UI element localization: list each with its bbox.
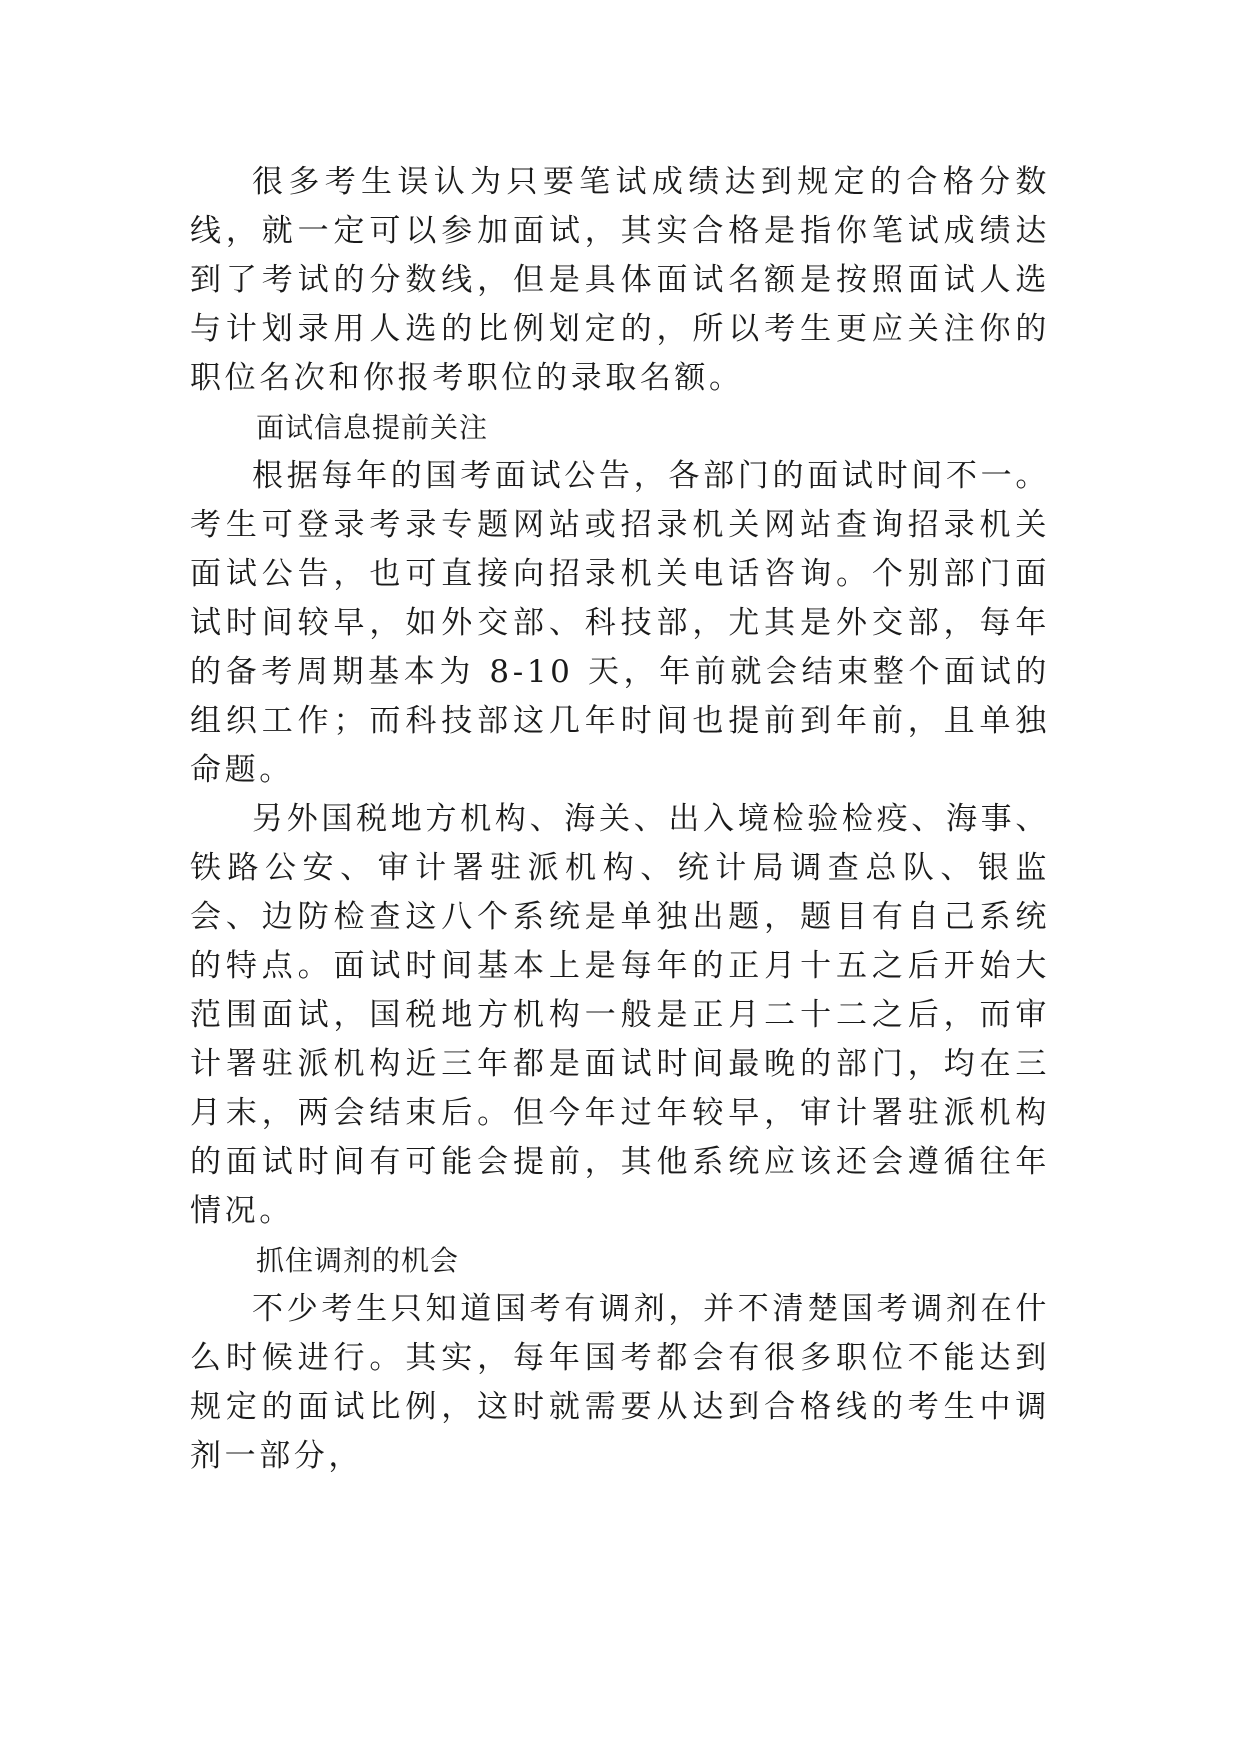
paragraph-interview-schedule: 根据每年的国考面试公告，各部门的面试时间不一。考生可登录考录专题网站或招录机关网站查询招录机关面试公告，也可直接向招录机关电话咨询。个别部门面试时间较早，如外交部、科技部，尤其是外交部，每年的备考周期基本为 8-10 天，年前就会结束整个面试的组织工作；而科技部这几年时间也提前到年前，且单独命题。 [190, 458, 1050, 788]
section-heading-interview-info: 面试信息提前关注 [256, 411, 489, 444]
section-heading-adjustment-chance: 抓住调剂的机会 [256, 1244, 460, 1277]
document-body [190, 158, 1050, 1481]
paragraph-written-exam-pass-line: 很多考生误认为只要笔试成绩达到规定的合格分数线，就一定可以参加面试，其实合格是指你笔试成绩达到了考试的分数线，但是具体面试名额是按照面试人选与计划录用人选的比例划定的，所以考生更应关注你的职位名次和你报考职位的录取名额。 [190, 164, 1050, 396]
paragraph-adjustment-intro: 不少考生只知道国考有调剂，并不清楚国考调剂在什么时候进行。其实，每年国考都会有很多职位不能达到规定的面试比例，这时就需要从达到合格线的考生中调剂一部分， [190, 1291, 1050, 1474]
paragraph-separate-exam-systems: 另外国税地方机构、海关、出入境检验检疫、海事、铁路公安、审计署驻派机构、统计局调查总队、银监会、边防检查这八个系统是单独出题，题目有自己系统的特点。面试时间基本上是每年的正月十五之后开始大范围面试，国税地方机构一般是正月二十二之后，而审计署驻派机构近三年都是面试时间最晚的部门，均在三月末，两会结束后。但今年过年较早，审计署驻派机构的面试时间有可能会提前，其他系统应该还会遵循往年情况。 [190, 801, 1050, 1229]
